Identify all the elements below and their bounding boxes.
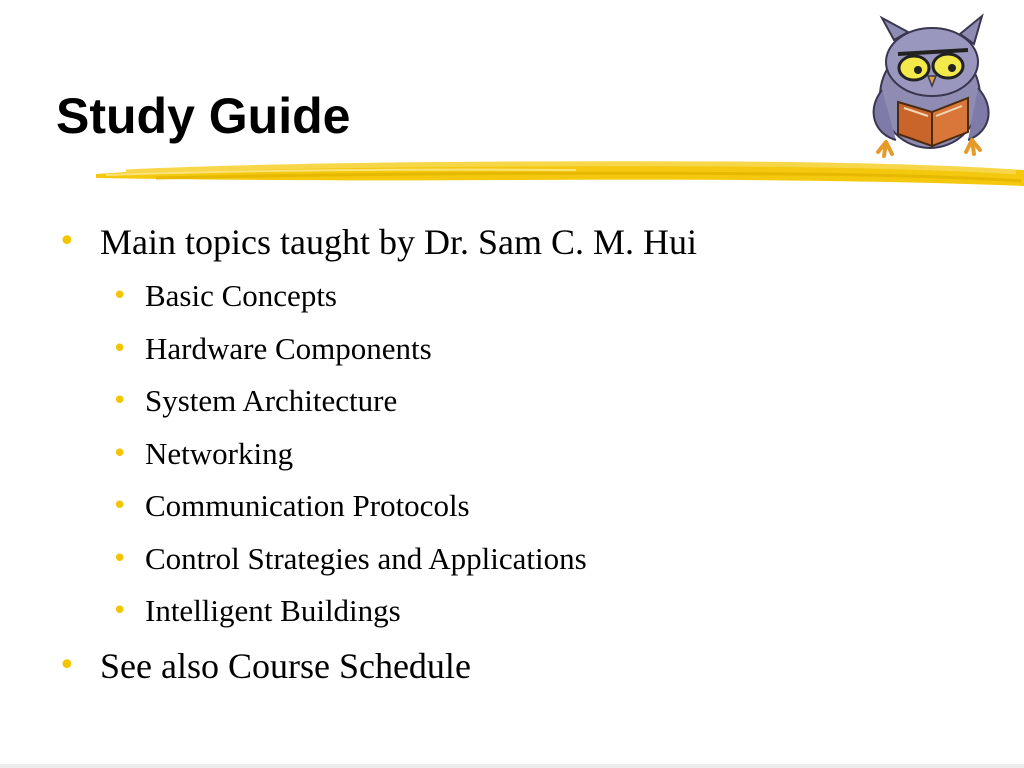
bullet-dot-icon: • [112, 596, 128, 626]
sub-bullet-item [58, 270, 998, 323]
bullet-dot-icon: • [112, 438, 128, 469]
footer-divider [0, 764, 1024, 768]
bullet-dot-icon: • [112, 281, 128, 311]
sub-bullet-text: Intelligent Buildings [145, 593, 401, 628]
bullet-text: See also Course Schedule [100, 645, 471, 686]
bullet-item [58, 214, 998, 270]
sub-bullet-item [58, 428, 998, 481]
sub-bullet-item [58, 585, 998, 638]
slide-title: Study Guide [56, 88, 351, 144]
bullet-dot-icon: • [112, 386, 128, 416]
sub-bullet-text: System Architecture [145, 383, 398, 418]
sub-bullet-text: Hardware Components [145, 330, 432, 366]
sub-bullet-item [58, 375, 998, 428]
sub-bullet-text: Control Strategies and Applications [145, 540, 587, 576]
sub-bullet-text: Communication Protocols [145, 488, 470, 523]
sub-bullet-text: Basic Concepts [145, 278, 337, 313]
bullet-text: Main topics taught by Dr. Sam C. M. Hui [100, 222, 697, 262]
bullet-dot-icon: • [58, 224, 76, 259]
sub-bullet-item [58, 480, 998, 533]
bullet-dot-icon: • [112, 333, 128, 364]
bullet-item [58, 638, 998, 694]
sub-bullet-item [58, 533, 998, 586]
bullet-dot-icon: • [58, 647, 76, 683]
sub-bullet-text: Networking [145, 435, 294, 471]
sub-bullet-item [58, 323, 998, 376]
bullet-list [58, 214, 998, 694]
owl-reading-book-icon [856, 10, 1006, 166]
bullet-dot-icon: • [112, 491, 128, 521]
bullet-dot-icon: • [112, 543, 128, 574]
